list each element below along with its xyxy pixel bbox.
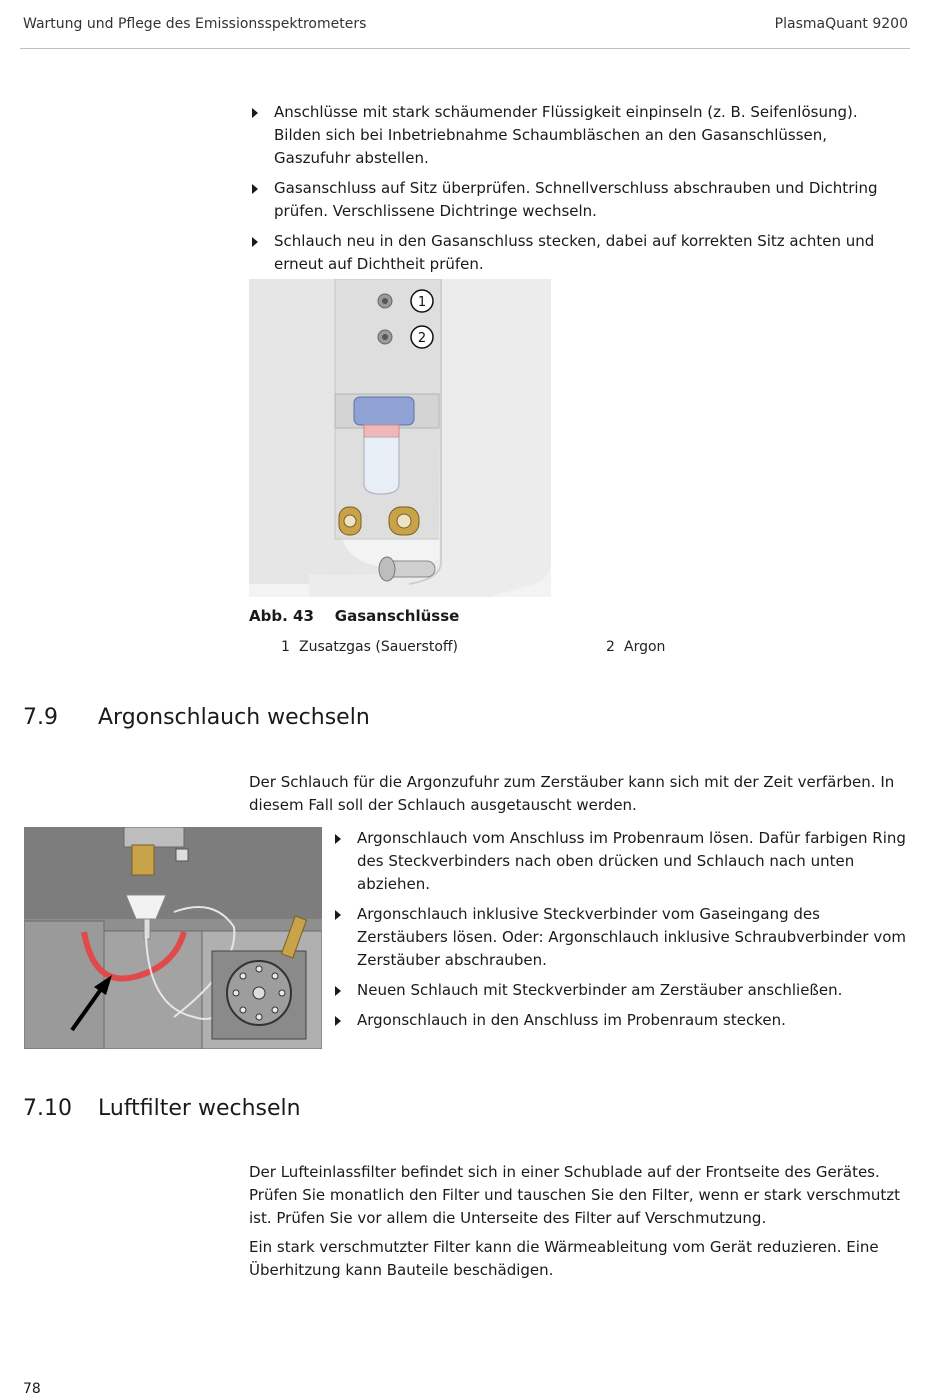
bullet-triangle-icon <box>252 108 258 118</box>
section-heading-7-9: 7.9 Argonschlauch wechseln <box>23 705 370 730</box>
running-header-title: Wartung und Pflege des Emissionsspektrometers <box>23 16 367 32</box>
section-7-10-paragraph-2: Ein stark verschmutzter Filter kann die Wärmeableitung vom Gerät reduzieren. Eine Überhitzung kann Bauteile beschädigen. <box>249 1238 879 1279</box>
figure-caption: Abb. 43 Gasanschlüsse <box>249 607 460 625</box>
argon-hose-figure <box>24 827 322 1049</box>
header-divider <box>20 48 910 49</box>
list-item: Schlauch neu in den Gasanschluss stecken, dabei auf korrekten Sitz achten und erneut auf Dichtheit prüfen. <box>250 230 900 276</box>
list-item: Gasanschluss auf Sitz überprüfen. Schnellverschluss abschrauben und Dichtring prüfen. Verschlissene Dichtringe wechseln. <box>250 177 900 223</box>
bullet-triangle-icon <box>335 834 341 844</box>
section-heading-7-10: 7.10 Luftfilter wechseln <box>23 1096 301 1121</box>
callout-2-label: 2 <box>417 331 427 346</box>
bullet-triangle-icon <box>335 1016 341 1026</box>
list-item: Argonschlauch in den Anschluss im Probenraum stecken. <box>333 1009 908 1032</box>
callout-1-label: 1 <box>417 295 427 310</box>
gas-connections-figure <box>249 279 551 597</box>
figure-legend-item-2: 2 Argon <box>606 639 666 655</box>
figure-legend-item-1: 1 Zusatzgas (Sauerstoff) <box>281 639 459 655</box>
argon-hose-steps <box>333 827 908 1039</box>
page-number: 78 <box>23 1381 41 1397</box>
running-header-product: PlasmaQuant 9200 <box>774 16 908 32</box>
list-item: Anschlüsse mit stark schäumender Flüssigkeit einpinseln (z. B. Seifenlösung). Bilden sich bei Inbetriebnahme Schaumbläschen an den Gasanschlüssen, Gaszufuhr abstellen. <box>250 101 900 170</box>
gas-check-steps <box>250 101 900 283</box>
bullet-triangle-icon <box>252 237 258 247</box>
bullet-triangle-icon <box>335 986 341 996</box>
list-item: Neuen Schlauch mit Steckverbinder am Zerstäuber anschließen. <box>333 979 908 1002</box>
list-item: Argonschlauch inklusive Steckverbinder vom Gaseingang des Zerstäubers lösen. Oder: Argonschlauch inklusive Schraubverbinder vom Zerstäuber abschrauben. <box>333 903 908 972</box>
list-item: Argonschlauch vom Anschluss im Probenraum lösen. Dafür farbigen Ring des Steckverbinders nach oben drücken und Schlauch nach unten abziehen. <box>333 827 908 896</box>
section-7-10-paragraph-1: Der Lufteinlassfilter befindet sich in einer Schublade auf der Frontseite des Gerätes. Prüfen Sie monatlich den Filter und tauschen Sie den Filter, wenn er stark verschmutzt ist. Prüfen Sie vor allem die Unterseite des Filter auf Verschmutzung. <box>249 1163 900 1227</box>
bullet-triangle-icon <box>252 184 258 194</box>
bullet-triangle-icon <box>335 910 341 920</box>
section-7-9-intro: Der Schlauch für die Argonzufuhr zum Zerstäuber kann sich mit der Zeit verfärben. In diesem Fall soll der Schlauch ausgetauscht werden. <box>249 773 895 814</box>
